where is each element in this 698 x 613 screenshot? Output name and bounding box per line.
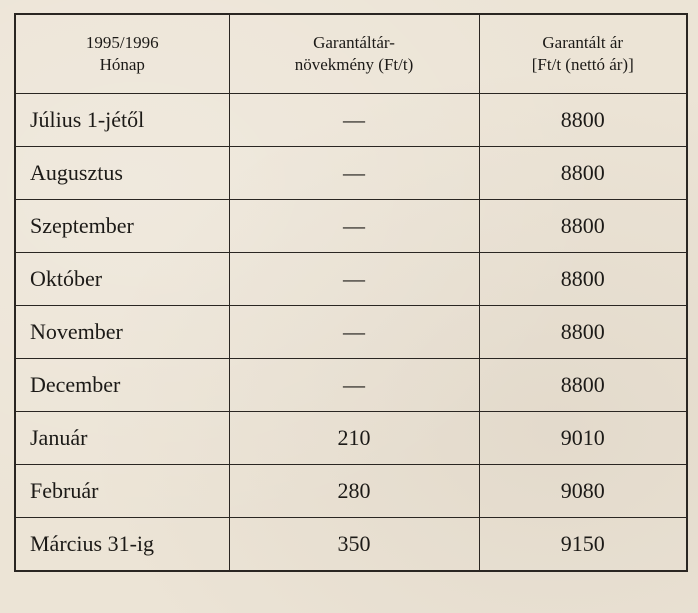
table-row [15, 200, 687, 253]
row-month: Március 31-ig [15, 518, 229, 572]
row-month: November [15, 306, 229, 359]
header-increment-line1: Garantáltár- [313, 33, 395, 52]
row-month: Július 1-jétől [15, 94, 229, 147]
row-price: 8800 [479, 359, 687, 412]
table-row [15, 359, 687, 412]
header-month-line2: Hónap [99, 55, 145, 74]
row-increment: 210 [229, 412, 479, 465]
row-increment: 350 [229, 518, 479, 572]
row-price: 9150 [479, 518, 687, 572]
row-month: Szeptember [15, 200, 229, 253]
row-month: Október [15, 253, 229, 306]
table-row [15, 518, 687, 572]
row-price: 9080 [479, 465, 687, 518]
header-price-line2: [Ft/t (nettó ár)] [531, 55, 634, 74]
row-price: 8800 [479, 200, 687, 253]
header-price [479, 14, 687, 94]
header-price-line1: Garantált ár [542, 33, 624, 52]
table-row [15, 412, 687, 465]
row-price: 9010 [479, 412, 687, 465]
row-increment: — [229, 306, 479, 359]
table-row [15, 94, 687, 147]
row-increment: — [229, 359, 479, 412]
row-month: Február [15, 465, 229, 518]
header-month [15, 14, 229, 94]
row-increment: — [229, 253, 479, 306]
row-month: Augusztus [15, 147, 229, 200]
row-increment: — [229, 200, 479, 253]
row-price: 8800 [479, 94, 687, 147]
row-increment: — [229, 147, 479, 200]
header-increment-line2: növekmény (Ft/t) [294, 55, 414, 74]
table-header-row [15, 14, 687, 94]
guaranteed-price-table [14, 13, 688, 572]
header-month-line1: 1995/1996 [85, 33, 159, 52]
row-month: Január [15, 412, 229, 465]
table-row [15, 253, 687, 306]
row-price: 8800 [479, 147, 687, 200]
row-increment: — [229, 94, 479, 147]
row-month: December [15, 359, 229, 412]
table-row [15, 465, 687, 518]
row-increment: 280 [229, 465, 479, 518]
table-row [15, 147, 687, 200]
table-row [15, 306, 687, 359]
row-price: 8800 [479, 253, 687, 306]
header-increment [229, 14, 479, 94]
row-price: 8800 [479, 306, 687, 359]
